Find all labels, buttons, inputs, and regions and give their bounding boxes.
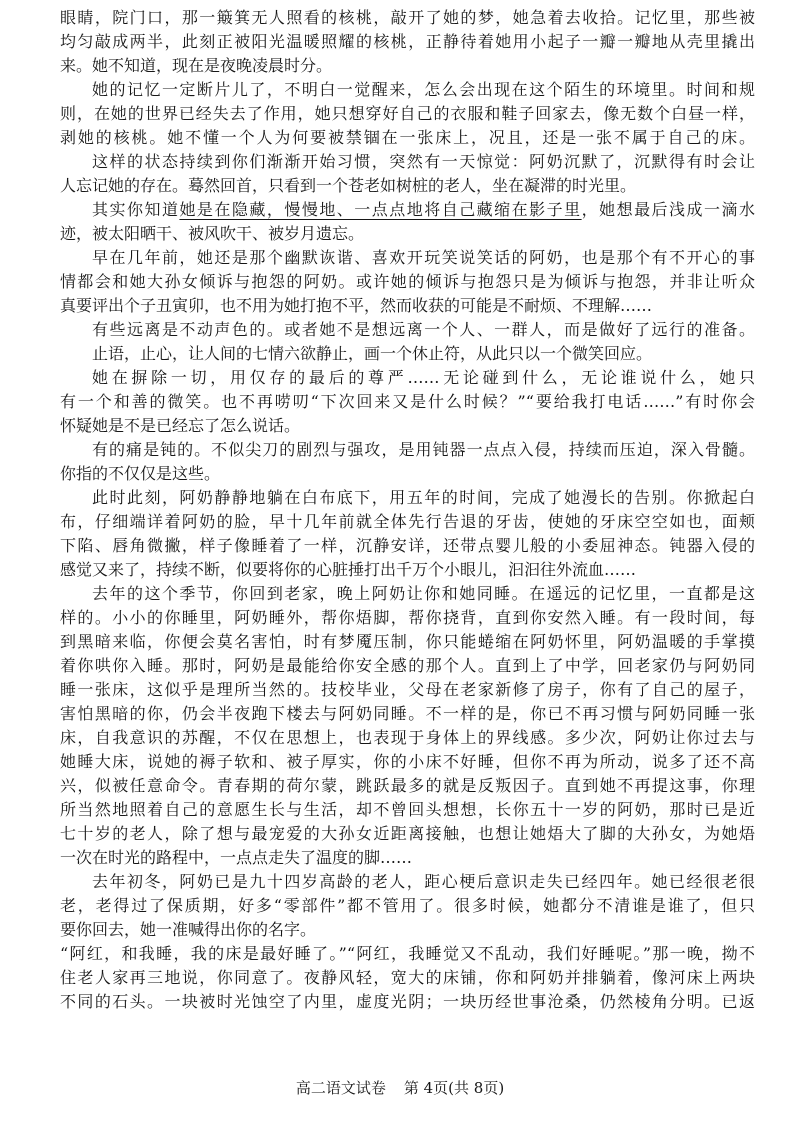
- paragraph: [60, 150, 755, 198]
- text-line: 有一个和善的微笑。也不再唠叨“下次回来又是什么时候？”“要给我打电话……”有时你会: [60, 392, 755, 411]
- page-number: 第 4页(共 8页): [403, 1079, 505, 1097]
- paragraph: [60, 198, 755, 246]
- paragraph: [60, 486, 755, 582]
- passage-text: [60, 6, 755, 1014]
- text-line: 她睡大床，说她的褥子软和、被子厚实，你的小床不好睡，但你不再为所动，说多了还不高: [60, 752, 755, 771]
- text-line: 真要评出个子丑寅卯，也不用为她打抱不平，然而收获的可能是不耐烦、不理解……: [60, 296, 653, 315]
- text-line: 所当然地照着自己的意愿生长与生活，却不曾回头想想，长你五十一岁的阿奶，那时已是近: [60, 800, 755, 819]
- paragraph: [60, 318, 755, 342]
- text-line: 有些远离是不动声色的。或者她不是想远离一个人、一群人，而是做好了远行的准备。: [92, 320, 755, 339]
- text-line: 有的痛是钝的。不似尖刀的剧烈与强攻，是用钝器一点点入侵，持续而压迫，深入骨髓。: [92, 440, 755, 459]
- text-line: 此时此刻，阿奶静静地躺在白布底下，用五年的时间，完成了她漫长的告别。你掀起白: [92, 488, 755, 507]
- text-line: 这样的状态持续到你们渐渐开始习惯，突然有一天惊觉：阿奶沉默了，沉默得有时会让: [92, 152, 755, 171]
- paragraph: [60, 582, 755, 870]
- paragraph: [60, 246, 755, 318]
- text-line: 老，老得过了保质期，好多“零部件”都不管用了。很多时候，她都分不清谁是谁了，但只: [60, 896, 755, 915]
- page-footer: [0, 1077, 800, 1099]
- text-line: 情都会和她大孙女倾诉与抱怨的阿奶。或许她的倾诉与抱怨只是为倾诉与抱怨，并非让听众: [60, 272, 755, 291]
- text-line: 止语，止心，让人间的七情六欲静止，画一个休止符，从此只以一个微笑回应。: [92, 344, 653, 363]
- text-line: 不同的石头。一块被时光蚀空了内里，虚度光阴；一块历经世事沧桑，仍然棱角分明。已返: [60, 992, 755, 1011]
- text-line: 床，自我意识的苏醒，不仅在思想上，也表现于身体上的界线感。多少次，阿奶让你过去与: [60, 728, 755, 747]
- text-line: 七十岁的老人，除了想与最宠爱的大孙女近距离接触，也想让她焐大了脚的大孙女，为她焐: [60, 824, 755, 843]
- text-line: 去年初冬，阿奶已是九十四岁高龄的老人，距心梗后意识走失已经四年。她已经很老很: [92, 872, 755, 891]
- text-line: 布，仔细端详着阿奶的脸，早十几年前就全体先行告退的牙齿，使她的牙床空空如也，面颊: [60, 512, 755, 531]
- text-line: 去年的这个季节，你回到老家，晚上阿奶让你和她同睡。在遥远的记忆里，一直都是这: [92, 584, 755, 603]
- paragraph: [60, 438, 755, 486]
- text-line: 迹，被太阳晒干、被风吹干、被岁月遗忘。: [60, 224, 365, 243]
- exam-title: 高二语文试卷: [295, 1079, 386, 1097]
- text-line: 到黑暗来临，你便会莫名害怕，时有梦魇压制，你只能蜷缩在阿奶怀里，阿奶温暖的手掌摸: [60, 632, 755, 651]
- text-line: 你指的不仅仅是这些。: [60, 464, 221, 483]
- text-line: 样的。小小的你睡里，阿奶睡外，帮你焐脚，帮你挠背，直到你安然入睡。有一段时间，每: [60, 608, 755, 627]
- text-line: 则，在她的世界已经失去了作用，她只想穿好自己的衣服和鞋子回家去，像无数个白昼一样，: [60, 104, 755, 123]
- text-line: 早在几年前，她还是那个幽默诙谐、喜欢开玩笑说笑话的阿奶，也是那个有不开心的事: [92, 248, 755, 267]
- text-line: 住老人家再三地说，你同意了。夜静风轻，宽大的床铺，你和阿奶并排躺着，像河床上两块: [60, 968, 755, 987]
- text-line: 人忘记她的存在。蓦然回首，只看到一个苍老如树桩的老人，坐在凝滞的时光里。: [60, 176, 637, 195]
- text-line: “阿红，和我睡，我的床是最好睡了。”“阿红，我睡觉又不乱动，我们好睡呢。”那一晚，拗不: [60, 944, 755, 963]
- text-line: 怀疑她是不是已经忘了怎么说话。: [60, 416, 301, 435]
- text-line: 要你回去，她一准喊得出你的名字。: [60, 920, 317, 939]
- text-line: 下陷、唇角微撇，样子像睡着了一样，沉静安详，还带点婴儿般的小委屈神态。钝器入侵的: [60, 536, 755, 555]
- text-line: 感觉又来了，持续不断，似要将你的心脏捶打出千万个小眼儿，汩汩往外流血……: [60, 560, 637, 579]
- text-line: 害怕黑暗的你，仍会半夜跑下楼去与阿奶同睡。不一样的是，你已不再习惯与阿奶同睡一张: [60, 704, 755, 723]
- paragraph: [60, 342, 755, 366]
- text-line: 兴，似被任意命令。青春期的荷尔蒙，跳跃最多的就是反叛因子。直到她不再提这事，你理: [60, 776, 755, 795]
- text-line: 来。她不知道，现在是夜晚凌晨时分。: [60, 56, 333, 75]
- paragraph: [60, 870, 755, 942]
- paragraph: [60, 942, 755, 1014]
- text-line: 着你哄你入睡。那时，阿奶是最能给你安全感的那个人。直到上了中学，回老家仍与阿奶同: [60, 656, 755, 675]
- text-line: 她在摒除一切，用仅存的最后的尊严……无论碰到什么，无论谁说什么，她只: [92, 368, 755, 387]
- paragraph: [60, 6, 755, 78]
- underlined-text: 她是在隐藏，慢慢地、一点点地将自己藏缩在影子里: [179, 200, 582, 219]
- text-line: 一次在时光的路程中，一点点走失了温度的脚……: [60, 848, 413, 867]
- paragraph: [60, 78, 755, 150]
- text-segment: ，她想最后浅成一滴水: [581, 200, 755, 219]
- paragraph: [60, 366, 755, 438]
- text-line: [60, 198, 755, 222]
- text-line: 她的记忆一定断片儿了，不明白一觉醒来，怎么会出现在这个陌生的环境里。时间和规: [92, 80, 755, 99]
- text-line: 眼睛，院门口，那一簸箕无人照看的核桃，敲开了她的梦，她急着去收拾。记忆里，那些被: [60, 8, 755, 27]
- text-line: 剥她的核桃。她不懂一个人为何要被禁锢在一张床上，况且，还是一张不属于自己的床。: [60, 128, 755, 147]
- text-line: 均匀敲成两半，此刻正被阳光温暖照耀的核桃，正静待着她用小起子一瓣一瓣地从壳里撬出: [60, 32, 755, 51]
- text-line: 睡一张床，这似乎是理所当然的。技校毕业，父母在老家新修了房子，你有了自己的屋子，: [60, 680, 755, 699]
- text-segment: 其实你知道: [92, 200, 180, 219]
